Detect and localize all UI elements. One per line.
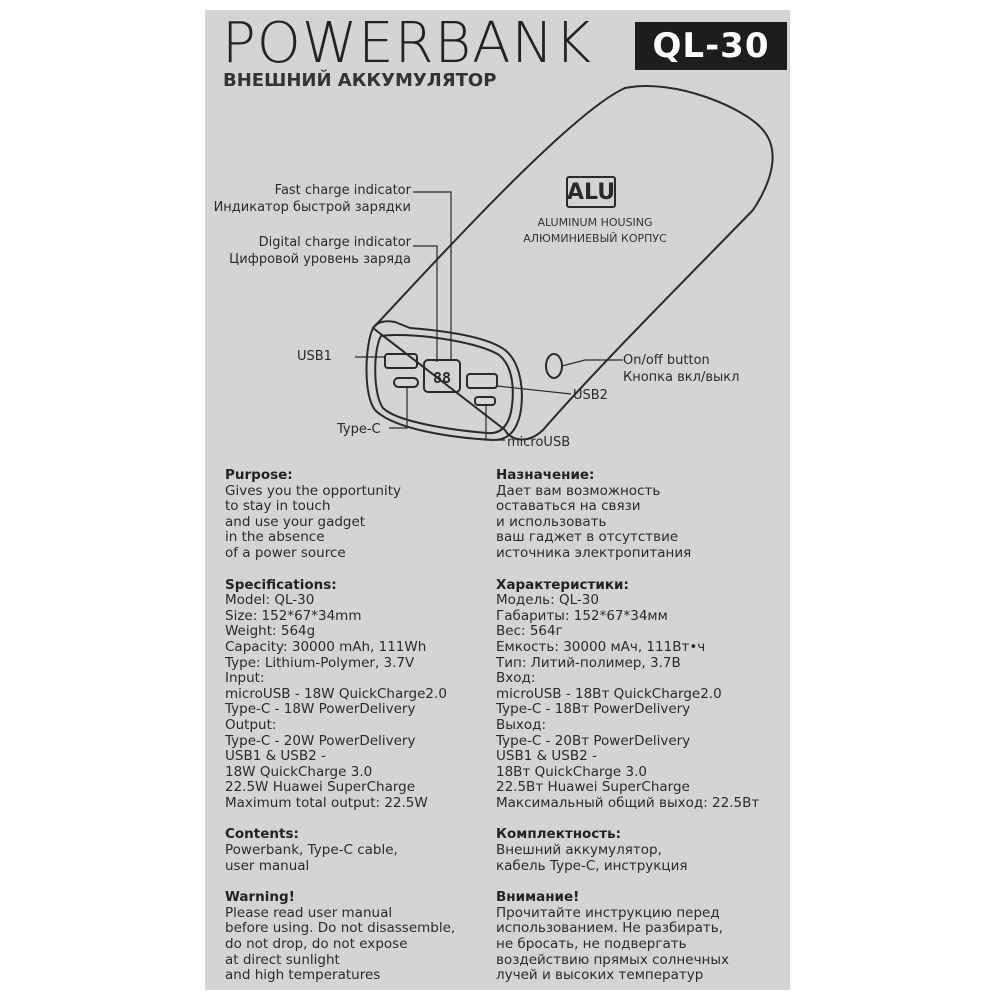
section-line: do not drop, do not expose (225, 936, 408, 953)
section-line: лучей и высоких температур (496, 967, 704, 984)
onoff-label: On/off button Кнопка вкл/выкл (623, 353, 740, 385)
section (225, 890, 495, 984)
digital-charge-label: Digital charge indicator Цифровой уровень заряда (229, 235, 411, 267)
fast-charge-label: Fast charge indicator Индикатор быстрой зарядки (213, 183, 411, 215)
section (496, 468, 788, 562)
section (496, 827, 788, 874)
section-line: Maximum total output: 22.5W (225, 794, 428, 811)
leader-fast-charge (413, 192, 451, 360)
section-line: Габариты: 152*67*34мм (496, 607, 668, 624)
section-line: Type-C - 18Вт PowerDelivery (496, 701, 691, 718)
section-line: Емкость: 30000 мАч, 111Вт•ч (496, 638, 706, 655)
type-c-port (394, 378, 418, 387)
section-heading: Комплектность: (496, 826, 622, 843)
section-line: Type-C - 20W PowerDelivery (225, 732, 416, 749)
section-line: Model: QL-30 (225, 592, 315, 609)
section-line: 22.5W Huawei SuperCharge (225, 779, 416, 796)
section-line: and high temperatures (225, 967, 381, 984)
usb2-label: USB2 (573, 388, 608, 403)
section-line: and use your gadget (225, 513, 366, 530)
section-line: user manual (225, 857, 310, 874)
usb2-port (467, 374, 497, 388)
microusb-label: microUSB (507, 435, 571, 450)
section-line: Type: Lithium-Polymer, 3.7V (225, 654, 415, 671)
section (496, 578, 788, 812)
alu-badge: ALU (566, 176, 616, 208)
section-line: источника электропитания (496, 544, 692, 561)
section-line: Вес: 564г (496, 623, 563, 640)
model-badge: QL-30 (635, 22, 787, 70)
section-heading: Contents: (225, 826, 299, 843)
section (225, 468, 495, 562)
section (225, 578, 495, 812)
usb1-label: USB1 (297, 349, 332, 364)
aluminum-housing-label: ALUMINUM HOUSING АЛЮМИНИЕВЫЙ КОРПУС (523, 216, 667, 245)
typec-label: Type-C (337, 422, 381, 437)
leader-usb2 (497, 386, 571, 394)
section-line: Модель: QL-30 (496, 592, 599, 609)
russian-column (496, 468, 788, 990)
section-line: Максимальный общий выход: 22.5Вт (496, 794, 760, 811)
english-column (225, 468, 495, 990)
microusb-port (475, 397, 495, 405)
section-line: Type-C - 18W PowerDelivery (225, 701, 416, 718)
product-title: POWERBANK (222, 11, 593, 76)
section-line: microUSB - 18Вт QuickCharge2.0 (496, 685, 722, 702)
section-line: использованием. Не разбирать, (496, 920, 724, 937)
section-line: и использовать (496, 513, 607, 530)
section-line: to stay in touch (225, 498, 331, 515)
section-line: Capacity: 30000 mAh, 111Wh (225, 638, 427, 655)
section-line: Внешний аккумулятор, (496, 842, 662, 859)
section-line: Size: 152*67*34mm (225, 607, 362, 624)
section-line: Type-C - 20Вт PowerDelivery (496, 732, 691, 749)
section-line: USB1 & USB2 - (225, 748, 326, 765)
section-line: at direct sunlight (225, 951, 340, 968)
section-heading: Внимание! (496, 889, 580, 906)
section-line: не бросать, не подвергать (496, 936, 687, 953)
section-line: Weight: 564g (225, 623, 316, 640)
onoff-button (546, 354, 562, 378)
section-heading: Purpose: (225, 467, 293, 483)
section-heading: Specifications: (225, 576, 337, 593)
section-line: оставаться на связи (496, 498, 641, 515)
section-heading: Warning! (225, 889, 295, 906)
section-line: in the absence (225, 529, 325, 546)
section-line: USB1 & USB2 - (496, 748, 597, 765)
section-line: Тип: Литий-полимер, 3.7В (496, 654, 681, 671)
section-line: microUSB - 18W QuickCharge2.0 (225, 685, 447, 702)
usb1-port (385, 354, 417, 368)
leader-onoff (562, 360, 623, 366)
section-line: Powerbank, Type-C cable, (225, 842, 398, 859)
section-line: Дает вам возможность (496, 482, 661, 499)
section (225, 827, 495, 874)
section-line: Вход: (496, 670, 536, 687)
section (496, 890, 788, 984)
section-line: 18Вт QuickCharge 3.0 (496, 763, 647, 780)
section-line: Please read user manual (225, 904, 393, 921)
section-line: before using. Do not disassemble, (225, 920, 456, 937)
display-digits: 88 (432, 369, 452, 387)
section-line: 18W QuickCharge 3.0 (225, 763, 373, 780)
section-line: кабель Type-C, инструкция (496, 857, 688, 874)
product-subtitle: ВНЕШНИЙ АККУМУЛЯТОР (223, 70, 497, 91)
section-line: of a power source (225, 544, 346, 561)
section-heading: Характеристики: (496, 576, 629, 593)
section-line: ваш гаджет в отсутствие (496, 529, 679, 546)
section-line: воздействию прямых солнечных (496, 951, 730, 968)
section-line: Прочитайте инструкцию перед (496, 904, 720, 921)
section-line: Gives you the opportunity (225, 482, 402, 499)
section-line: 22.5Вт Huawei SuperCharge (496, 779, 690, 796)
package-back-panel (205, 10, 790, 990)
section-line: Output: (225, 716, 277, 733)
section-line: Выход: (496, 716, 547, 733)
section-line: Input: (225, 670, 265, 687)
section-heading: Назначение: (496, 467, 595, 483)
